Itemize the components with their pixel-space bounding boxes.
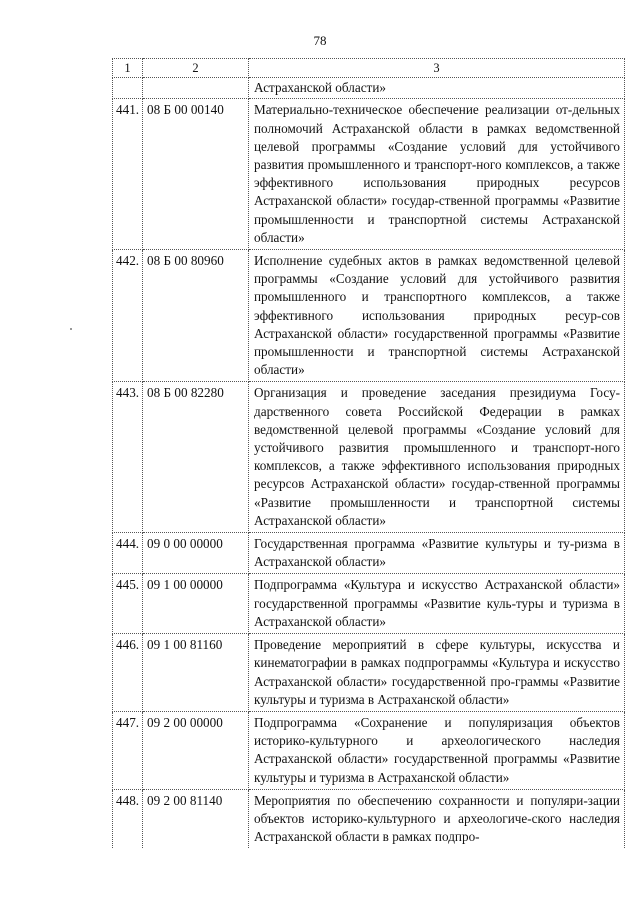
row-description: Государственная программа «Развитие культуры и ту-ризма в Астраханской области» [249, 533, 625, 574]
table-row [113, 634, 625, 712]
table-header-row [113, 59, 625, 78]
budget-code-table [112, 58, 625, 848]
row-description: Исполнение судебных актов в рамках ведомственной целевой программы «Создание условий для устойчивого развития промышленного и транспортного комплексов, а также эффективного использования природных ресур-сов Астраханской области» государственной программы «Развитие промышленности и транспортной системы Астраханской области» [249, 250, 625, 382]
budget-code: 08 Б 00 80960 [143, 250, 249, 382]
row-number: 443. [113, 382, 143, 533]
row-description: Организация и проведение заседания президиума Госу-дарственного совета Российской Федерации в рамках ведомственной целевой программы «Создание условий для устойчивого развития промышленного и транспорт-ного комплексов, а также эффективного использования природных ресурсов Астраханской области» государ-ственной программы «Развитие промышленности и транспортной системы Астраханской области» [249, 382, 625, 533]
row-number: 446. [113, 634, 143, 712]
row-description: Мероприятия по обеспечению сохранности и популяри-зации объектов историко-культурного и археологиче-ского наследия Астраханской области в рамках подпро- [249, 789, 625, 848]
header-col-2: 2 [143, 59, 249, 78]
row-description: Подпрограмма «Культура и искусство Астраханской области» государственной программы «Развитие куль-туры и туризма в Астраханской области» [249, 574, 625, 634]
row-number: 441. [113, 99, 143, 250]
budget-code: 09 1 00 81160 [143, 634, 249, 712]
page-number: 78 [313, 33, 327, 48]
row-number: 444. [113, 533, 143, 574]
budget-code: 08 Б 00 82280 [143, 382, 249, 533]
budget-code: 09 0 00 00000 [143, 533, 249, 574]
continuation-row [113, 78, 625, 99]
scan-speck [70, 328, 72, 330]
row-description: Подпрограмма «Сохранение и популяризация объектов историко-культурного и археологического наследия Астраханской области» государственной программы «Развитие культуры и туризма в Астраханской области» [249, 711, 625, 789]
table-row [113, 711, 625, 789]
budget-code: 09 1 00 00000 [143, 574, 249, 634]
table-row [113, 250, 625, 382]
row-number: 445. [113, 574, 143, 634]
row-number: 447. [113, 711, 143, 789]
row-description: Материально-техническое обеспечение реализации от-дельных полномочий Астраханской области в рамках ведомственной целевой программы «Создание условий для устойчивого развития промышленного и транспорт-ного комплексов, а также эффективного использования природных ресурсов Астраханской области» государ-ственной программы «Развитие промышленности и транспортной системы Астраханской области» [249, 99, 625, 250]
budget-code: 08 Б 00 00140 [143, 99, 249, 250]
table-row [113, 99, 625, 250]
budget-code: 09 2 00 00000 [143, 711, 249, 789]
budget-code: 09 2 00 81140 [143, 789, 249, 848]
table-row [113, 382, 625, 533]
row-description: Проведение мероприятий в сфере культуры, искусства и кинематографии в рамках подпрограммы «Культура и искусство Астраханской области» государственной про-граммы «Развитие культуры и туризма в Астраханской области» [249, 634, 625, 712]
continuation-num [113, 78, 143, 99]
header-col-3: 3 [249, 59, 625, 78]
row-number: 448. [113, 789, 143, 848]
table-row [113, 789, 625, 848]
table-row [113, 533, 625, 574]
continuation-code [143, 78, 249, 99]
table-row [113, 574, 625, 634]
continuation-text: Астраханской области» [249, 78, 625, 99]
header-col-1: 1 [113, 59, 143, 78]
row-number: 442. [113, 250, 143, 382]
